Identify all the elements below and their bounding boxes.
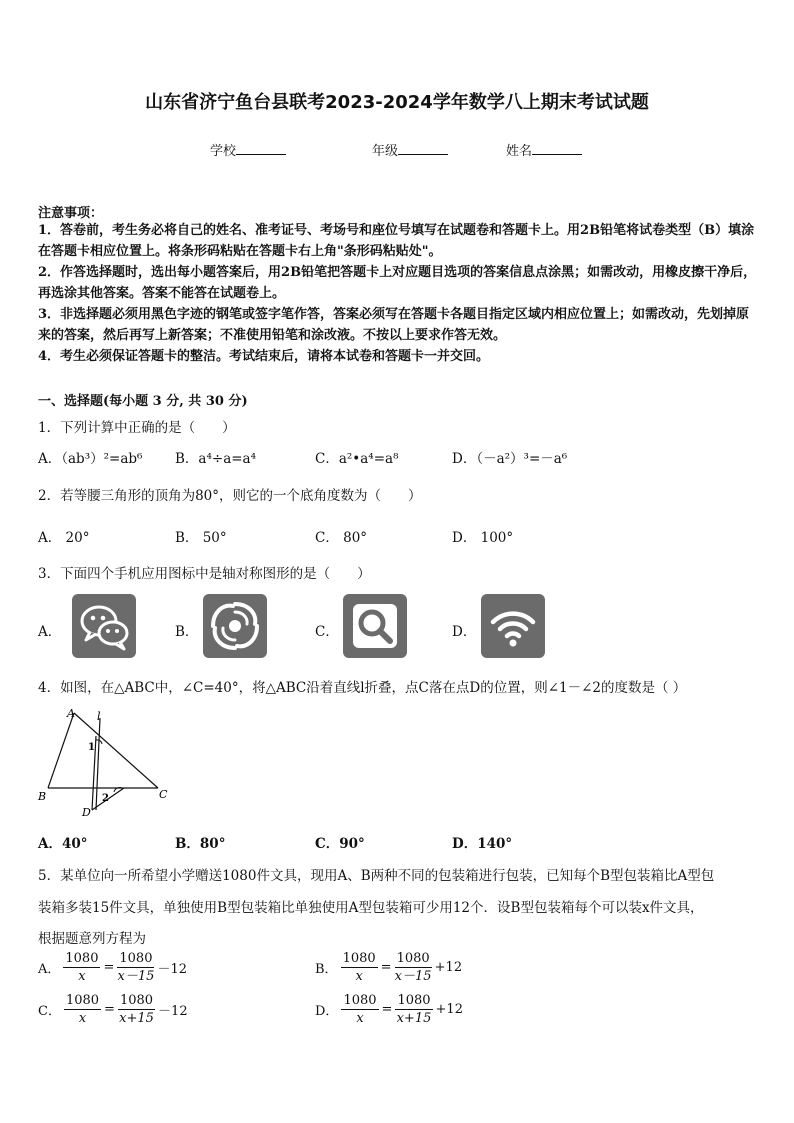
question-2-stem: 2．若等腰三角形的顶角为80°，则它的一个底角度数为（ ） (38, 488, 422, 504)
equation-tail: －12 (157, 962, 188, 977)
label-d: D (82, 806, 91, 819)
label-b: B (38, 790, 47, 803)
frac-denominator: x－15 (117, 969, 155, 984)
option-letter: B． (315, 962, 338, 977)
swirl-icon[interactable] (203, 594, 267, 658)
notes-heading: 注意事项： (38, 206, 104, 221)
q4-option-a[interactable]: A．40° (38, 836, 88, 852)
q1-option-b[interactable]: B．a⁴÷a=a⁴ (175, 451, 257, 467)
frac-denominator: x (355, 969, 363, 984)
frac-numerator: 1080 (343, 993, 377, 1008)
school-label: 学校 (210, 144, 237, 159)
q5-option-d[interactable]: D． $\frac{1080}{x}$ = $\frac{1080}{x+15}$ +12 (315, 993, 463, 1026)
q1-option-d[interactable]: D．（－a²）³=－a⁶ (452, 451, 568, 467)
frac-denominator: x－15 (394, 969, 432, 984)
question-5-stem-line1: 5．某单位向一所希望小学赠送1080件文具，现用A、B两种不同的包装箱进行包装，已知每个B型包装箱比A型包 (38, 868, 715, 884)
frac-denominator: x+15 (396, 1011, 432, 1026)
frac-numerator: 1080 (65, 993, 100, 1008)
q3-option-b[interactable]: B． (175, 624, 199, 640)
frac-numerator: 1080 (397, 993, 431, 1008)
frac-denominator: x (78, 969, 86, 984)
q1-option-c[interactable]: C．a²•a⁴=a⁸ (315, 451, 399, 467)
chat-bubbles-icon[interactable] (72, 594, 136, 658)
page-title: 山东省济宁鱼台县联考2023-2024学年数学八上期末考试试题 (145, 92, 649, 113)
q4-option-b[interactable]: B．80° (175, 836, 226, 852)
section-heading: 一、选择题(每小题 3 分, 共 30 分) (38, 394, 248, 409)
q4-option-c[interactable]: C．90° (315, 836, 365, 852)
q3-option-a[interactable]: A． (38, 624, 62, 640)
note-item: 2．作答选择题时，选出每小题答案后，用2B铅笔把答题卡上对应题目选项的答案信息点涂黑；如需改动，用橡皮擦干净后，再选涂其他答案。答案不能答在试题卷上。 (38, 265, 757, 301)
q3-option-d[interactable]: D． (452, 624, 477, 640)
note-item: 1．答卷前，考生务必将自己的姓名、准考证号、考场号和座位号填写在试题卷和答题卡上。用2B铅笔将试卷类型（B）填涂在答题卡相应位置上。将条形码粘贴在答题卡右上角"条形码粘贴处"。 (38, 223, 755, 259)
question-5-stem-line2: 装箱多装15件文具，单独使用B型包装箱比单独使用A型包装箱可少用12个．设B型包装箱每个可以装x件文具， (38, 900, 704, 916)
q5-option-b[interactable]: B． $\frac{1080}{x}$ = $\frac{1080}{x-15}$ +12 (315, 951, 463, 984)
q1-option-a[interactable]: A．（ab³）²=ab⁶ (38, 451, 143, 467)
equation-tail: +12 (435, 1002, 463, 1017)
frac-denominator: x (78, 1011, 87, 1026)
label-angle-2: 2 (102, 793, 109, 804)
label-a: A (67, 707, 75, 720)
wifi-icon[interactable] (481, 594, 545, 658)
question-5-stem-line3: 根据题意列方程为 (38, 931, 146, 947)
q2-option-c[interactable]: C． 80° (315, 530, 368, 546)
grade-label: 年级 (372, 144, 399, 159)
name-field[interactable] (506, 140, 582, 159)
magnifier-icon[interactable] (343, 594, 407, 658)
option-letter: A． (38, 962, 61, 977)
frac-numerator: 1080 (342, 951, 376, 966)
frac-numerator: 1080 (119, 993, 154, 1008)
option-letter: C． (38, 1004, 61, 1019)
note-item: 4．考生必须保证答题卡的整洁。考试结束后，请将本试卷和答题卡一并交回。 (38, 349, 490, 364)
equation-tail: +12 (434, 960, 463, 975)
name-label: 姓名 (506, 144, 533, 159)
school-field[interactable] (210, 140, 286, 159)
note-item: 3．非选择题必须用黑色字迹的钢笔或签字笔作答，答案必须写在答题卡各题目指定区域内相应位置上；如需改动，先划掉原来的答案，然后再写上新答案；不准使用铅笔和涂改液。不按以上要求作答无效。 (38, 307, 750, 343)
q3-option-c[interactable]: C． (315, 624, 339, 640)
question-4-stem: 4．如图，在△ABC中，∠C=40°，将△ABC沿着直线l折叠，点C落在点D的位置，则∠1－∠2的度数是（ ） (38, 680, 687, 696)
q5-option-c[interactable]: C． $\frac{1080}{x}$ = $\frac{1080}{x+15}$ －12 (38, 993, 188, 1026)
q5-option-a[interactable]: A． $\frac{1080}{x}$ = $\frac{1080}{x-15}$ －12 (38, 951, 188, 984)
frac-denominator: x (356, 1011, 364, 1026)
q4-option-d[interactable]: D．140° (452, 836, 513, 852)
q2-option-d[interactable]: D． 100° (452, 530, 514, 546)
option-letter: D． (315, 1004, 339, 1019)
equation-tail: －12 (158, 1004, 188, 1019)
label-l: l (97, 710, 101, 723)
triangle-fold-figure (36, 706, 176, 820)
label-c: C (159, 788, 168, 801)
question-3-stem: 3．下面四个手机应用图标中是轴对称图形的是（ ） (38, 566, 371, 582)
grade-field[interactable] (372, 140, 448, 159)
frac-numerator: 1080 (119, 951, 153, 966)
frac-numerator: 1080 (65, 951, 99, 966)
q2-option-a[interactable]: A． 20° (38, 530, 90, 546)
label-angle-1: 1 (88, 742, 95, 753)
q2-option-b[interactable]: B． 50° (175, 530, 227, 546)
frac-numerator: 1080 (396, 951, 430, 966)
question-1-stem: 1．下列计算中正确的是（ ） (38, 420, 236, 436)
frac-denominator: x+15 (119, 1011, 154, 1026)
